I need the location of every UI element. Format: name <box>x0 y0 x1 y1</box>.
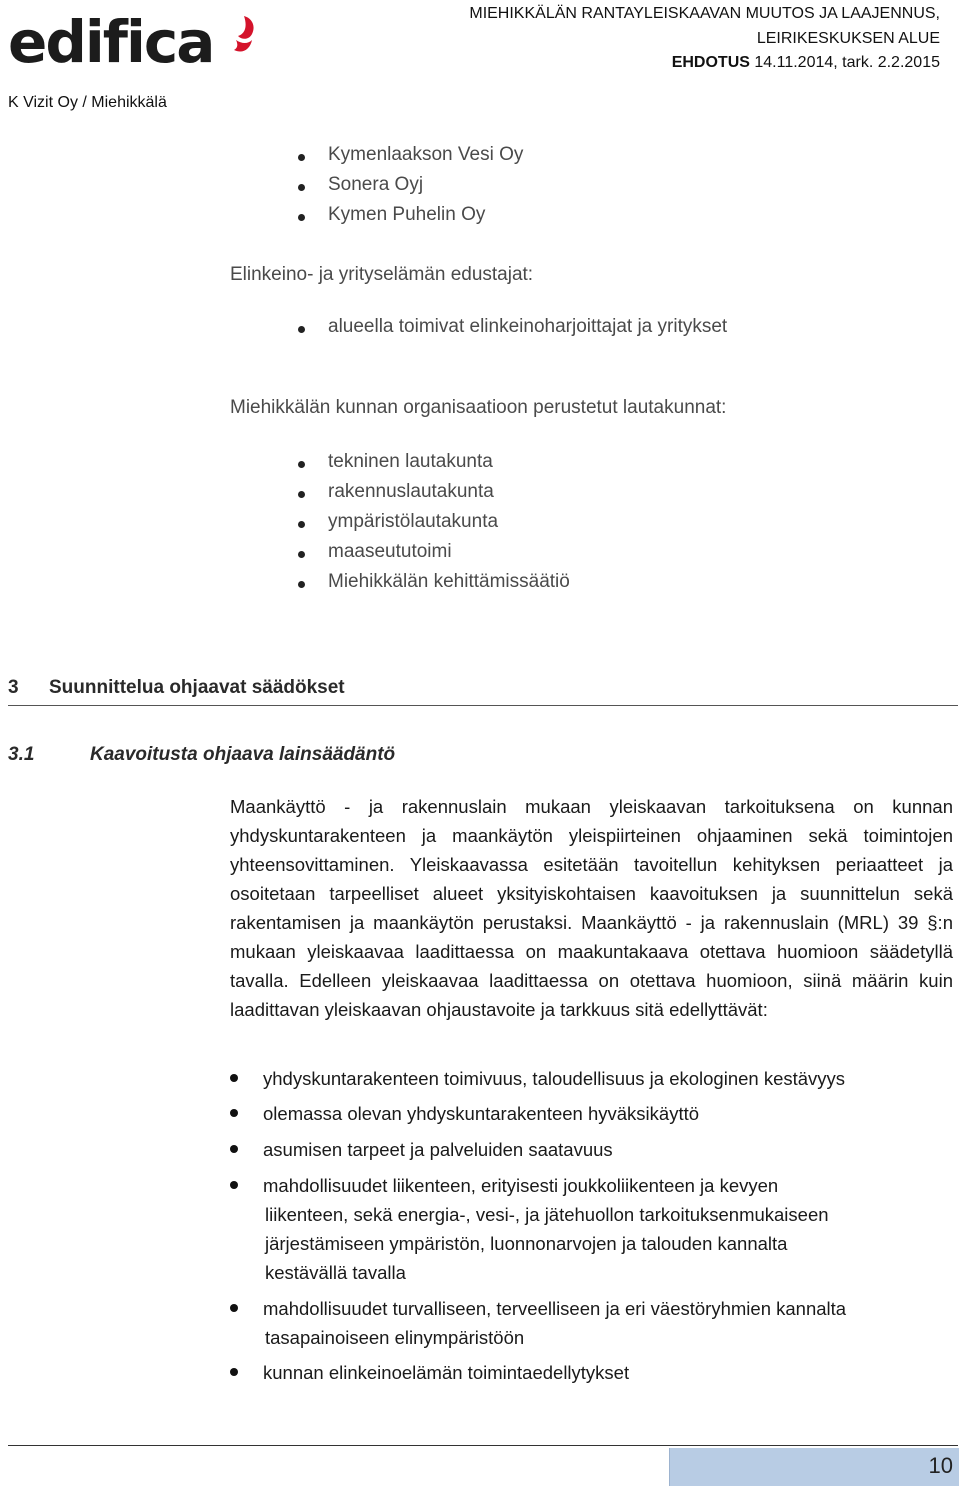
list-item: Miehikkälän kehittämissäätiö <box>328 571 570 592</box>
body-paragraph: Maankäyttö - ja rakennuslain mukaan yleiskaavan tarkoituksena on kunnan yhdyskuntarakenteen ja maankäytön yleispiirteinen ohjaaminen sekä toimintojen yhteensovittaminen. Yleiskaavassa esitetään tavoitellun kehityksen periaatteet ja osoitetaan tarpeelliset alueet yksityiskohtaisen kaavoituksen ja suunnittelun sekä rakentamisen ja maankäytön perustaksi. Maankäyttö - ja rakennuslain (MRL) 39 §:n mukaan yleiskaavaa laadittaessa on maakuntakaava otettava huomioon säädetyllä tavalla. Edelleen yleiskaavaa laadittaessa on otettava huomioon, siinä määrin kuin laadittavan yleiskaavan ohjaustavoite ja tarkkuus sitä edellyttävät: <box>230 796 953 1020</box>
list-item: kunnan elinkeinoelämän toimintaedellytykset <box>263 1358 960 1387</box>
subsection-title: Kaavoitusta ohjaava lainsäädäntö <box>90 744 396 765</box>
list-item: ympäristölautakunta <box>328 511 499 532</box>
subsection-heading <box>8 744 395 766</box>
header-status-line <box>469 51 940 76</box>
section-heading <box>8 677 345 699</box>
list-item: rakennuslautakunta <box>328 481 494 502</box>
list-item: maaseututoimi <box>328 541 452 562</box>
list-line: mahdollisuudet turvalliseen, terveelliseen ja eri väestöryhmien kannalta <box>263 1298 847 1319</box>
page-number-box <box>669 1448 959 1486</box>
list-line: järjestämiseen ympäristön, luonnonarvojen ja talouden kannalta <box>265 1233 788 1254</box>
list-item <box>263 1294 960 1352</box>
list-item: olemassa olevan yhdyskuntarakenteen hyväksikäyttö <box>263 1099 960 1128</box>
section-title: Suunnittelua ohjaavat säädökset <box>49 677 345 698</box>
list-line: tasapainoiseen elinympäristöön <box>265 1327 525 1348</box>
boards-heading: Miehikkälän kunnan organisaatioon perustetut lautakunnat: <box>230 397 727 418</box>
list-item: yhdyskuntarakenteen toimivuus, taloudellisuus ja ekologinen kestävyys <box>263 1064 960 1093</box>
header-title-line1: MIEHIKKÄLÄN RANTAYLEISKAAVAN MUUTOS JA LAAJENNUS, <box>469 5 940 22</box>
list-item: tekninen lautakunta <box>328 451 493 472</box>
header-title-line2: LEIRIKESKUKSEN ALUE <box>756 29 940 47</box>
list-item: asumisen tarpeet ja palveluiden saatavuus <box>263 1135 960 1164</box>
section-divider <box>8 705 958 706</box>
page-number: 10 <box>928 1453 953 1478</box>
business-heading: Elinkeino- ja yrityselämän edustajat: <box>230 264 534 285</box>
list-item: alueella toimivat elinkeinoharjoittajat ja yritykset <box>328 316 728 337</box>
list-item: Sonera Oyj <box>328 174 424 195</box>
subsection-number: 3.1 <box>8 744 35 765</box>
list-item <box>263 1171 960 1287</box>
edifica-logo <box>8 10 258 74</box>
company-name: K Vizit Oy / Miehikkälä <box>8 94 167 111</box>
footer-divider <box>8 1445 958 1446</box>
list-line: liikenteen, sekä energia-, vesi-, ja jätehuollon tarkoituksenmukaiseen <box>265 1204 829 1225</box>
list-item: Kymenlaakson Vesi Oy <box>328 144 524 165</box>
section-number: 3 <box>8 677 19 698</box>
list-line: mahdollisuudet liikenteen, erityisesti joukkoliikenteen ja kevyen <box>263 1175 779 1196</box>
list-line: kestävällä tavalla <box>265 1262 406 1283</box>
status-label: EHDOTUS <box>671 54 750 71</box>
logo-flame-icon <box>222 14 258 58</box>
document-header <box>469 2 940 76</box>
logo-text: edifica <box>8 8 214 76</box>
header-date: 14.11.2014, tark. 2.2.2015 <box>749 54 940 71</box>
list-item: Kymen Puhelin Oy <box>328 204 486 225</box>
